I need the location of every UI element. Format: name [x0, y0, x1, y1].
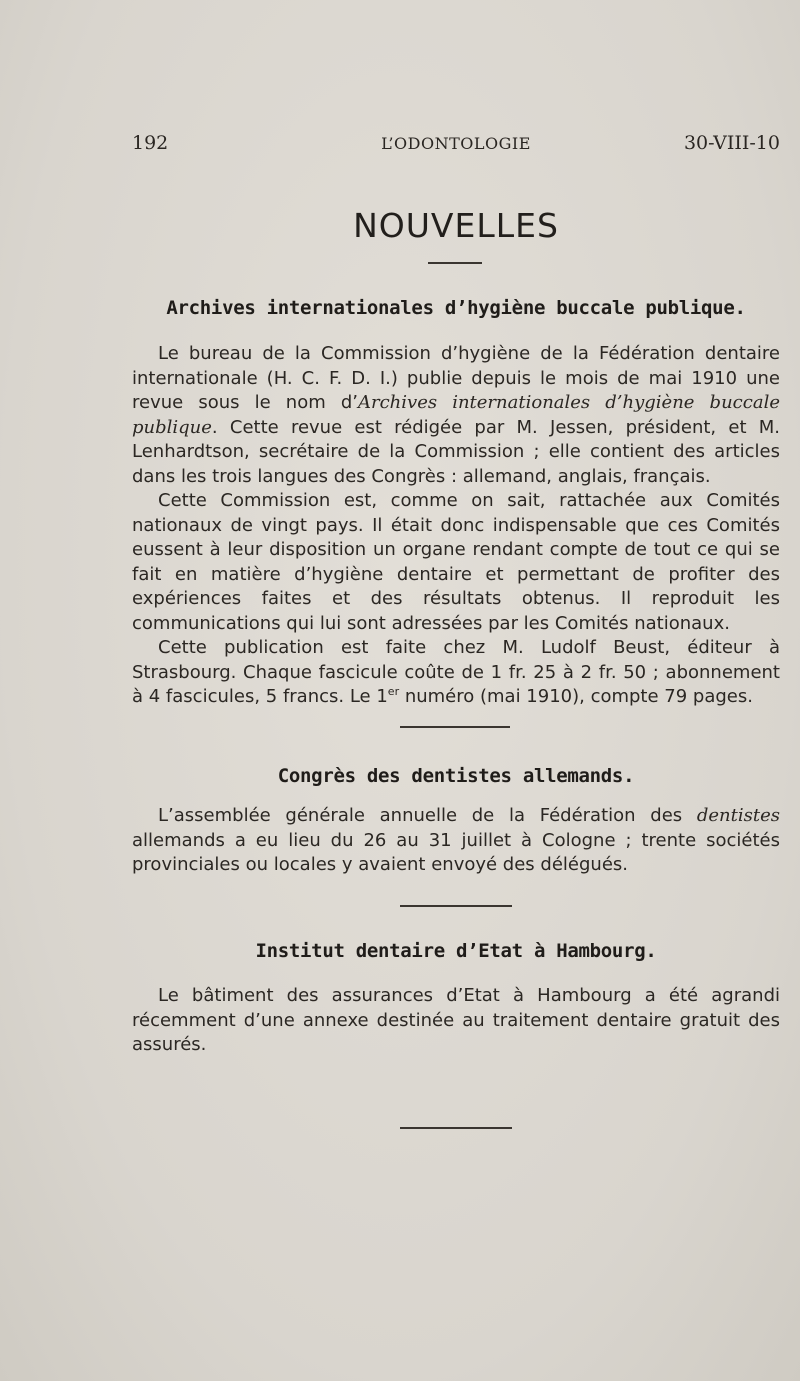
section-divider [400, 1127, 512, 1129]
section-heading: Institut dentaire d’Etat à Hambourg. [255, 940, 657, 962]
paragraph [132, 342, 780, 489]
paragraph [132, 804, 780, 878]
text-run: allemands a eu lieu du 26 au 31 juillet à Cologne ; trente sociétés provinciales ou locales y avaient envoyé des délégués. [132, 829, 780, 875]
paragraph [132, 636, 780, 710]
paragraph: Cette Commission est, comme on sait, rattachée aux Comités nationaux de vingt pays. Il était donc indispensable que ces Comités eussent à leur disposition un organe rendant compte de tout ce qui se fait en matière d’hygiène dentaire et permettant de profiter des expériences faites et des résultats obtenus. Il reproduit les communications qui lui sont adressées par les Comités nationaux. [132, 490, 780, 634]
text-run: numéro (mai 1910), compte 79 pages. [399, 686, 753, 707]
section-heading: Congrès des dentistes allemands. [277, 765, 635, 787]
issue-date: 30-VIII-10 [683, 132, 780, 154]
text-run: . Cette revue est rédigée par M. Jessen, président, et M. Lenhardtson, secrétaire de la Commission ; elle contient des articles dans les trois langues des Congrès : allemand, anglais, français. [132, 416, 780, 487]
section-body [132, 342, 780, 710]
text-run: Le bureau de la Commission d’hygiène de la Fédération dentaire internationale (H. C. F. D. I.) publie depuis le mois de mai 1910 une revue sous le nom d’ [132, 343, 780, 413]
page-title: NOUVELLES [353, 206, 559, 245]
italic-title: Archives internationales d’hygiène buccale publique [132, 392, 780, 438]
italic-word: dentistes [696, 805, 780, 826]
superscript: er [387, 685, 400, 698]
running-header [132, 132, 780, 162]
section-body [132, 804, 780, 878]
section-heading: Archives internationales d’hygiène buccale publique. [166, 297, 746, 319]
text-run: L’assemblée générale annuelle de la Fédération des [158, 805, 697, 826]
section-body [132, 984, 780, 1058]
title-divider [428, 262, 482, 264]
paragraph: Le bâtiment des assurances d’Etat à Hambourg a été agrandi récemment d’une annexe destinée au traitement dentaire gratuit des assurés. [132, 985, 780, 1055]
section-divider [400, 726, 510, 728]
section-divider [400, 905, 512, 907]
journal-title: L’ODONTOLOGIE [381, 134, 531, 153]
text-run: Cette publication est faite chez M. Ludolf Beust, éditeur à Strasbourg. Chaque fascicule coûte de 1 fr. 25 à 2 fr. 50 ; abonnement à 4 fascicules, 5 francs. Le 1 [132, 637, 780, 707]
page-number: 192 [132, 132, 169, 154]
